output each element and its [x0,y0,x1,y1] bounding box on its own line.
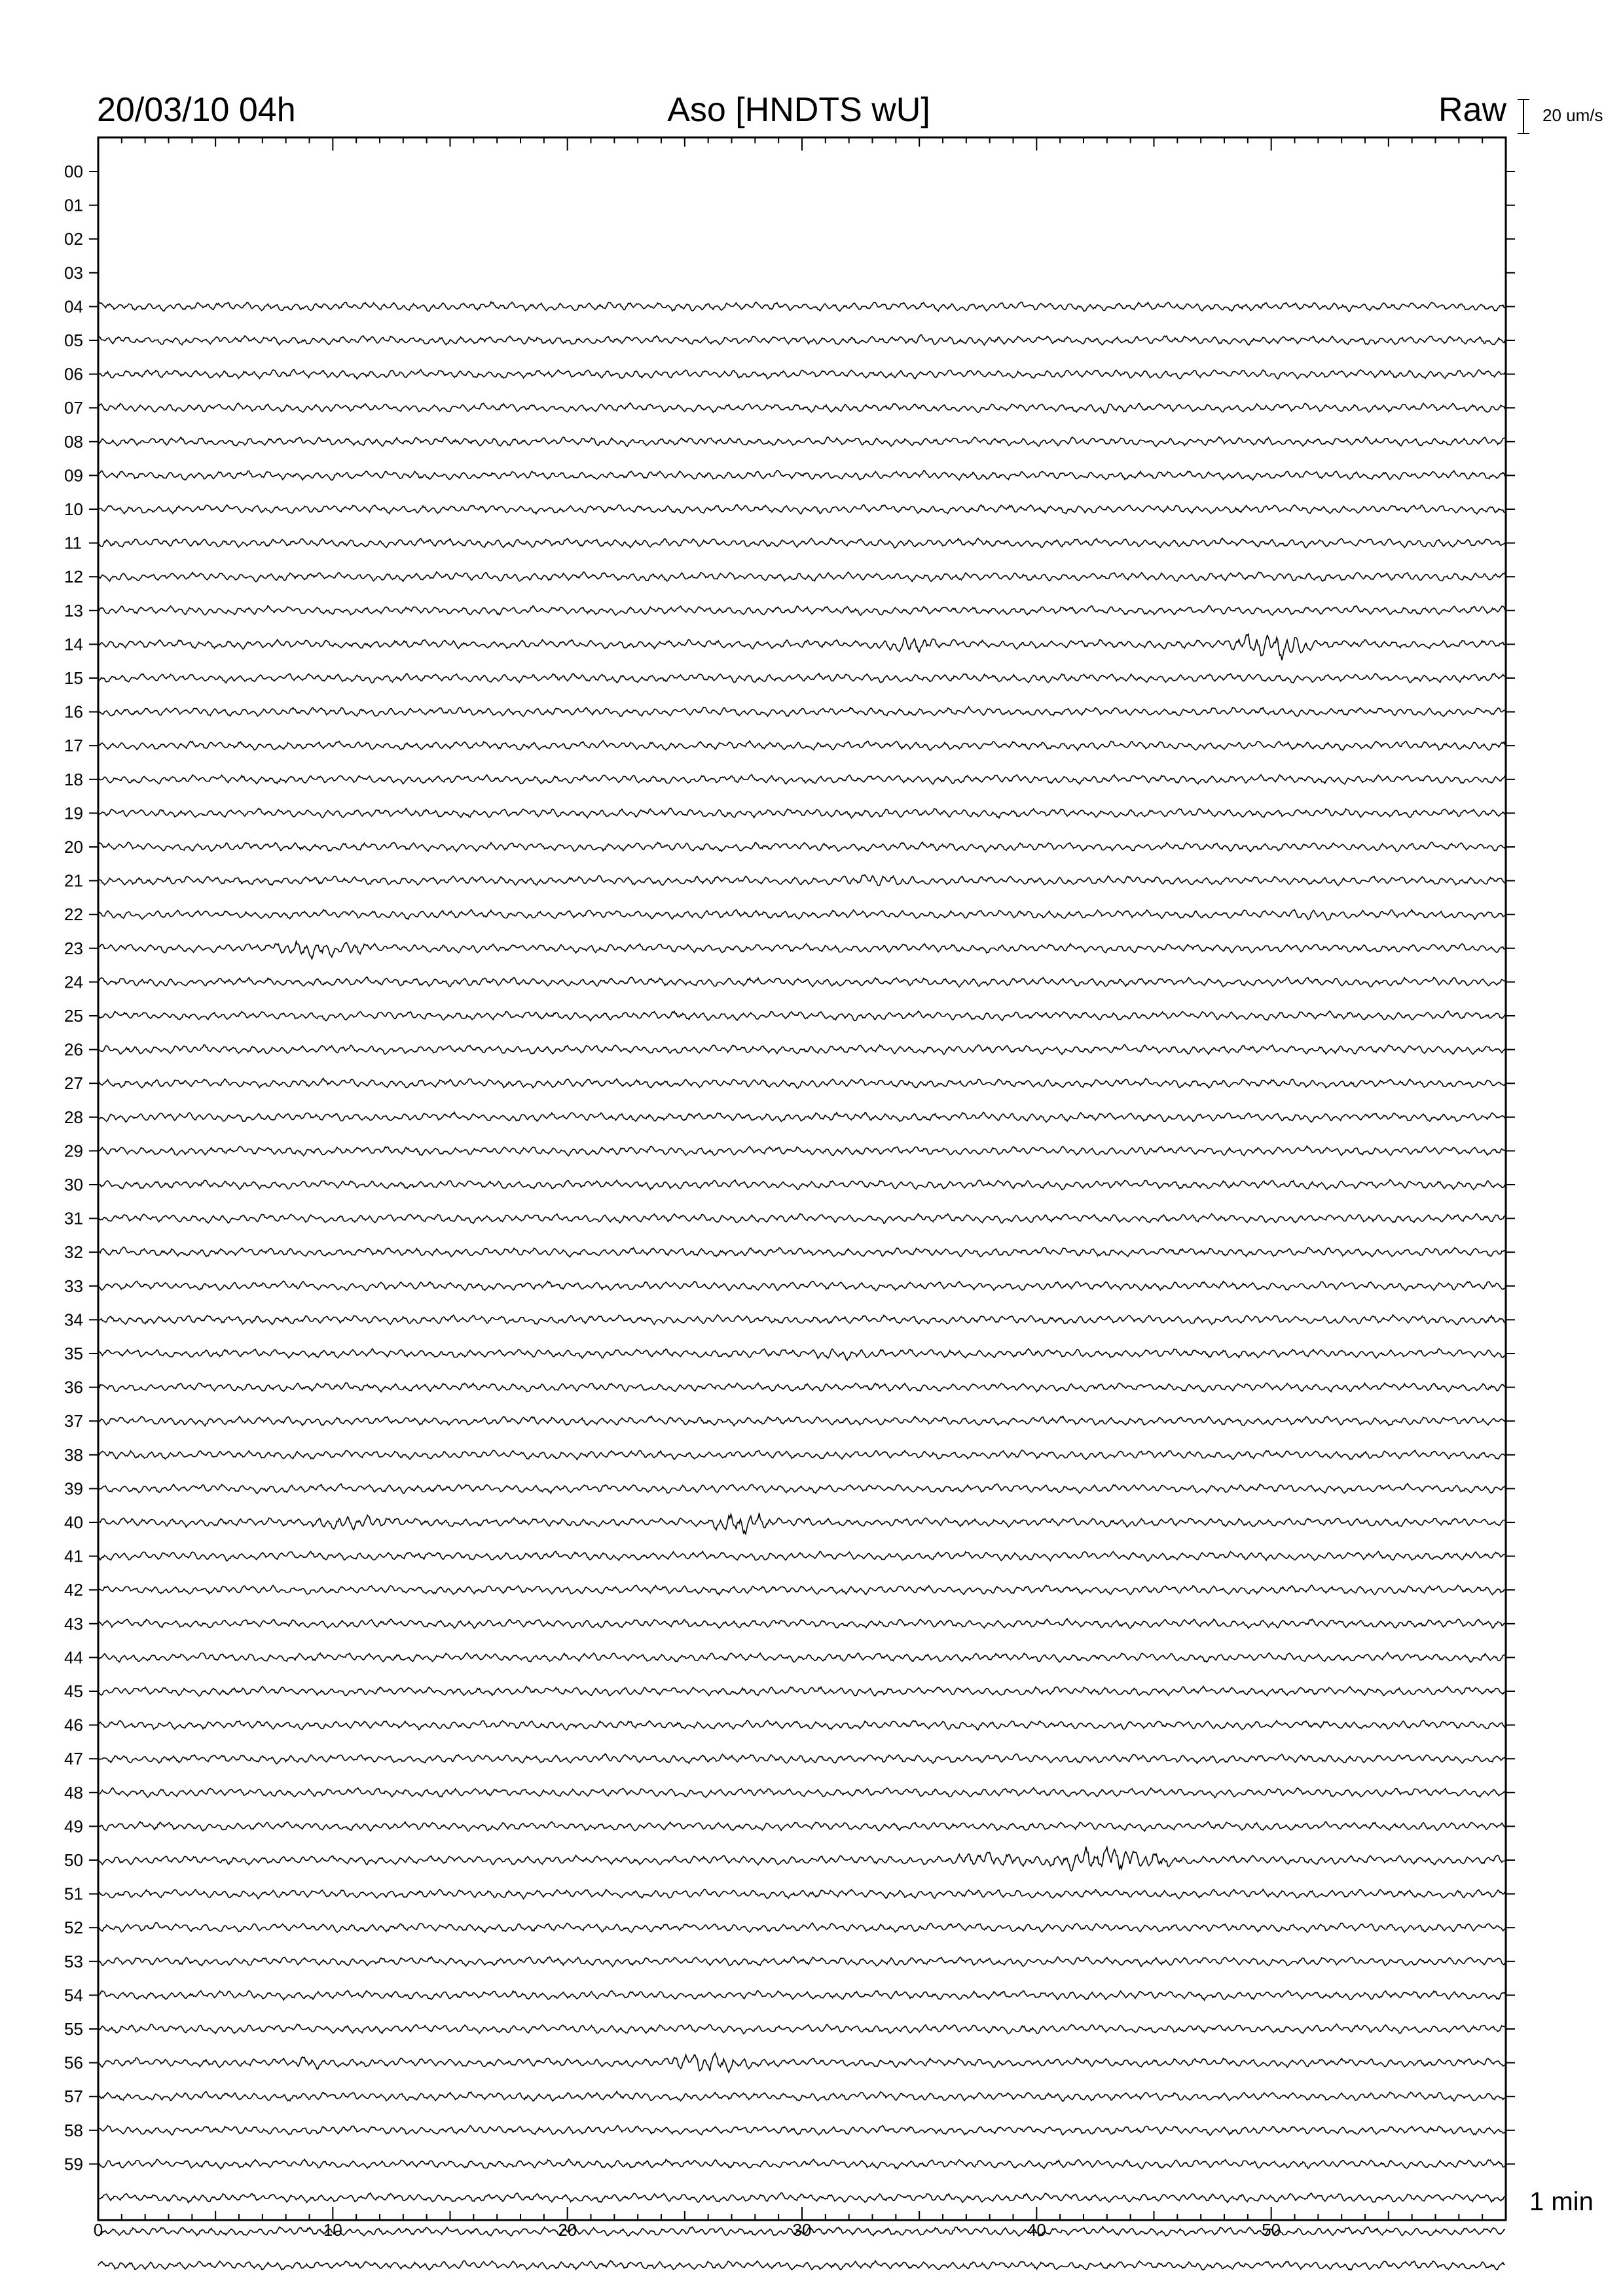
seismic-trace [98,335,1505,346]
seismic-trace [98,437,1505,446]
row-label: 55 [64,2019,83,2039]
row-label: 35 [64,1344,83,1363]
row-label: 26 [64,1039,83,1060]
x-tick-label: 40 [1027,2220,1046,2240]
seismic-trace [98,1484,1505,1494]
seismic-trace [98,707,1505,717]
row-label: 43 [64,1613,83,1634]
row-label: 16 [64,702,83,722]
row-label: 19 [64,803,83,823]
x-tick-label: 0 [93,2220,103,2240]
row-label: 57 [64,2087,83,2107]
seismic-trace [98,505,1505,514]
row-label: 59 [64,2154,83,2174]
seismic-trace [98,538,1505,548]
row-label: 29 [64,1141,83,1161]
row-label: 46 [64,1715,83,1735]
row-label: 45 [64,1681,83,1701]
row-label: 10 [64,499,83,519]
row-label: 58 [64,2120,83,2140]
seismic-trace [98,1011,1505,1021]
row-label: 01 [64,195,83,215]
seismic-trace [98,572,1505,582]
row-label: 23 [64,938,83,958]
row-label: 27 [64,1073,83,1094]
row-label: 49 [64,1816,83,1837]
seismic-trace [98,942,1505,960]
row-label: 09 [64,465,83,486]
seismic-trace [98,1079,1505,1088]
seismic-trace [98,403,1505,414]
seismic-trace [98,842,1505,852]
row-label: 18 [64,769,83,789]
row-label: 38 [64,1444,83,1465]
row-label: 52 [64,1918,83,1938]
x-axis-unit-label: 1 min [1529,2187,1594,2216]
row-label: 12 [64,567,83,587]
seismic-trace [98,2126,1505,2136]
row-label: 30 [64,1175,83,1194]
row-label: 03 [64,262,83,283]
row-label: 47 [64,1749,83,1769]
seismic-trace [98,1585,1505,1595]
row-label: 00 [64,162,83,181]
x-tick-label: 20 [558,2220,577,2240]
seismic-trace [98,1923,1505,1933]
seismic-trace [98,1788,1505,1798]
seismic-trace [98,1112,1505,1122]
header-mode: Raw [1438,91,1506,129]
seismic-trace [98,1416,1505,1426]
seismic-trace [98,910,1505,920]
seismic-trace [98,370,1505,379]
row-label: 37 [64,1411,83,1431]
row-label: 53 [64,1951,83,1971]
row-label: 33 [64,1276,83,1296]
row-label: 32 [64,1242,83,1263]
row-label: 56 [64,2053,83,2073]
seismic-trace [98,1180,1505,1190]
seismic-trace [98,2193,1505,2202]
row-label: 20 [64,837,83,857]
seismic-trace [98,1349,1505,1361]
row-label: 06 [64,364,83,384]
seismic-trace [98,1619,1505,1628]
seismic-trace [98,1990,1505,2000]
header-station: Aso [HNDTS wU] [667,91,930,129]
row-label: 08 [64,431,83,452]
seismic-trace [98,875,1505,886]
row-label: 04 [64,296,83,317]
row-label: 41 [64,1546,83,1566]
row-label: 21 [64,870,83,891]
seismic-trace [98,1315,1505,1325]
seismic-trace [98,2261,1505,2270]
row-label: 36 [64,1377,83,1397]
x-tick-label: 10 [323,2220,342,2240]
row-label: 42 [64,1580,83,1600]
row-label: 14 [64,634,83,655]
row-label: 25 [64,1006,83,1026]
seismic-trace [98,1450,1505,1460]
seismic-trace [98,2053,1505,2073]
header-date-hour: 20/03/10 04h [97,91,296,129]
row-label: 40 [64,1513,83,1532]
seismic-trace [98,775,1505,785]
seismic-trace [98,1721,1505,1731]
row-label: 54 [64,1985,83,2005]
row-label: 39 [64,1479,83,1499]
row-label: 02 [64,229,83,249]
x-tick-label: 30 [792,2220,812,2240]
seismic-trace [98,2024,1505,2034]
row-label: 13 [64,600,83,620]
seismic-trace [98,2092,1505,2102]
seismic-trace [98,1281,1505,1291]
seismic-trace [98,1846,1505,1871]
seismic-trace [98,471,1505,480]
plot-frame [98,137,1506,2220]
seismic-trace [98,977,1505,987]
row-label: 15 [64,668,83,688]
seismic-trace [98,1146,1505,1156]
row-label: 22 [64,905,83,925]
seismic-trace [98,1213,1505,1223]
row-label: 31 [64,1208,83,1229]
amplitude-scale-label: 20 um/s [1542,105,1603,125]
row-label: 17 [64,736,83,756]
row-label: 11 [64,533,82,553]
seismic-trace [98,1513,1505,1535]
seismic-trace [98,741,1505,751]
seismic-trace [98,2159,1505,2169]
seismic-trace [98,605,1505,615]
seismic-trace [98,673,1505,683]
seismic-trace [98,634,1505,660]
row-label: 28 [64,1107,83,1127]
seismic-trace [98,302,1505,312]
x-tick-label: 50 [1262,2220,1281,2240]
seismic-trace [98,808,1505,818]
seismic-trace [98,1383,1505,1392]
seismic-trace [98,1686,1505,1696]
row-label: 48 [64,1782,83,1803]
seismic-trace [98,1653,1505,1662]
row-label: 05 [64,331,83,350]
seismic-trace [98,1821,1505,1831]
row-label: 50 [64,1850,83,1870]
seismic-trace [98,1754,1505,1764]
row-label: 44 [64,1647,83,1668]
seismic-trace [98,1247,1505,1257]
seismic-trace [98,1957,1505,1967]
row-label: 07 [64,398,83,418]
row-label: 24 [64,972,83,992]
row-label: 51 [64,1884,83,1904]
row-label: 34 [64,1310,83,1330]
seismic-trace [98,1045,1505,1054]
seismic-trace [98,1551,1505,1561]
seismic-trace [98,1889,1505,1899]
